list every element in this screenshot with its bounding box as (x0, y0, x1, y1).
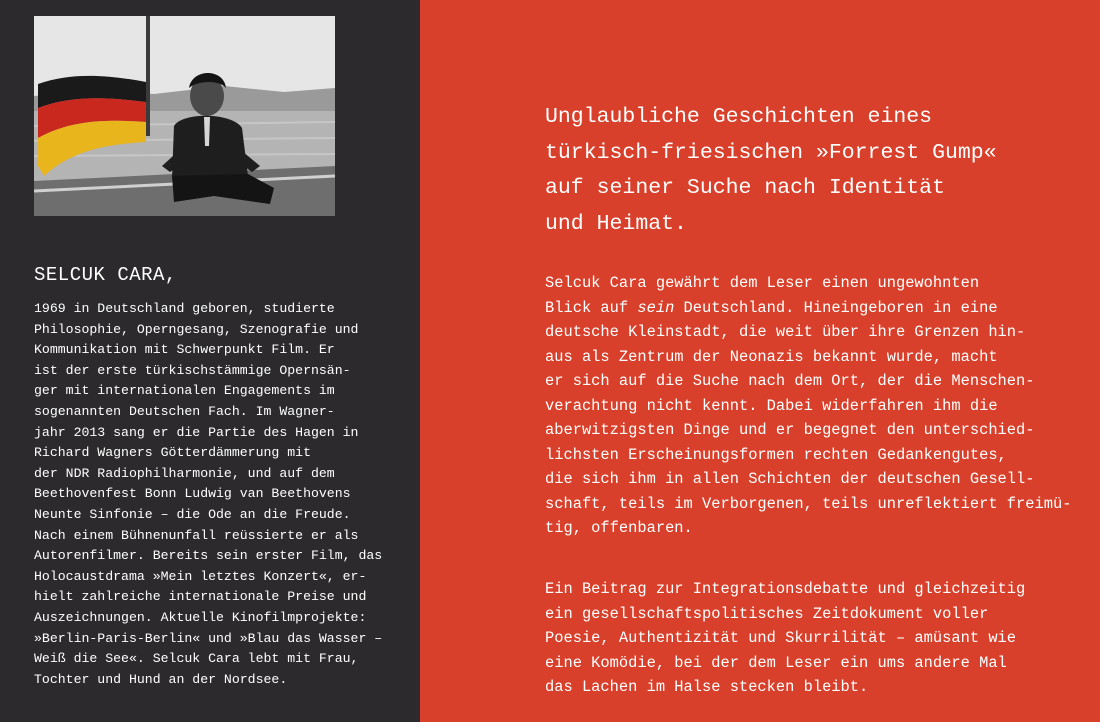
paragraph-line: deutsche Kleinstadt, die weit über ihre Grenzen hin- (545, 323, 1026, 341)
bio-line: Weiß die See«. Selcuk Cara lebt mit Frau, (34, 651, 359, 667)
paragraph-line: Selcuk Cara gewährt dem Leser einen ungewohnten (545, 274, 980, 292)
paragraph-text: Blick auf (545, 298, 638, 317)
bio-line: Neunte Sinfonie – die Ode an die Freude. (34, 506, 351, 522)
paragraph-line: aus als Zentrum der Neonazis bekannt wurde, macht (545, 347, 998, 366)
emphasis-text: sein (637, 298, 675, 317)
paragraph-line: schaft, teils im Verborgenen, teils unreflektiert freimü- (545, 494, 1072, 513)
bio-line: Autorenfilmer. Bereits sein erster Film, das (34, 548, 383, 564)
paragraph-line (545, 296, 1085, 321)
paragraph-line: lichsten Erscheinungsformen rechten Gedankengutes, (545, 445, 1007, 464)
paragraph-line: das Lachen im Halse stecken bleibt. (545, 678, 869, 696)
paragraph-line: eine Komödie, bei der dem Leser ein ums andere Mal (545, 653, 1007, 672)
blurb-paragraph-2 (545, 577, 1085, 700)
paragraph-text: Deutschland. Hineingeboren in eine (674, 298, 998, 317)
bio-line: Kommunikation mit Schwerpunkt Film. Er (34, 342, 335, 358)
bio-line: Tochter und Hund an der Nordsee. (34, 671, 288, 687)
bio-line: »Berlin-Paris-Berlin« und »Blau das Wasser – (34, 630, 383, 646)
bio-line: Beethovenfest Bonn Ludwig van Beethovens (34, 486, 351, 502)
bio-line: Philosophie, Operngesang, Szenografie und (34, 321, 359, 337)
headline-line: türkisch-friesischen »Forrest Gump« (545, 140, 997, 165)
headline-line: und Heimat. (545, 211, 687, 236)
author-name: SELCUK CARA, (34, 264, 177, 286)
bio-line: jahr 2013 sang er die Partie des Hagen in (34, 424, 359, 440)
bio-line: der NDR Radiophilharmonie, und auf dem (34, 465, 335, 481)
bio-line: Auszeichnungen. Aktuelle Kinofilmprojekte: (34, 609, 367, 625)
paragraph-line: die sich ihm in allen Schichten der deutschen Gesell- (545, 470, 1035, 488)
bio-line: ist der erste türkischstämmige Opernsän- (34, 362, 351, 378)
paragraph-line: Ein Beitrag zur Integrationsdebatte und gleichzeitig (545, 580, 1026, 598)
bio-line: sogenannten Deutschen Fach. Im Wagner- (34, 403, 335, 419)
bio-line: ger mit internationalen Engagements im (34, 383, 335, 399)
paragraph-line: ein gesellschaftspolitisches Zeitdokument voller (545, 604, 989, 623)
author-photo (34, 16, 335, 216)
bio-line: Richard Wagners Götterdämmerung mit (34, 445, 311, 461)
paragraph-line: er sich auf die Suche nach dem Ort, der die Menschen- (545, 372, 1035, 390)
headline (545, 100, 1065, 242)
author-photo-illustration (34, 16, 335, 216)
bio-line: Holocaustdrama »Mein letztes Konzert«, er- (34, 568, 367, 584)
paragraph-line: tig, offenbaren. (545, 519, 693, 537)
bio-line: Nach einem Bühnenunfall reüssierte er als (34, 527, 359, 543)
bio-line: 1969 in Deutschland geboren, studierte (34, 301, 335, 316)
paragraph-line: Poesie, Authentizität und Skurrilität – amüsant wie (545, 629, 1017, 647)
paragraph-line: aberwitzigsten Dinge und er begegnet den unterschied- (545, 421, 1035, 439)
blurb-paragraph-1 (545, 271, 1085, 541)
headline-line: Unglaubliche Geschichten eines (545, 105, 933, 129)
headline-line: auf seiner Suche nach Identität (545, 176, 945, 200)
author-panel (0, 0, 420, 722)
bio-line: hielt zahlreiche internationale Preise und (34, 589, 367, 605)
paragraph-line: verachtung nicht kennt. Dabei widerfahren ihm die (545, 396, 998, 415)
author-bio (34, 299, 404, 690)
